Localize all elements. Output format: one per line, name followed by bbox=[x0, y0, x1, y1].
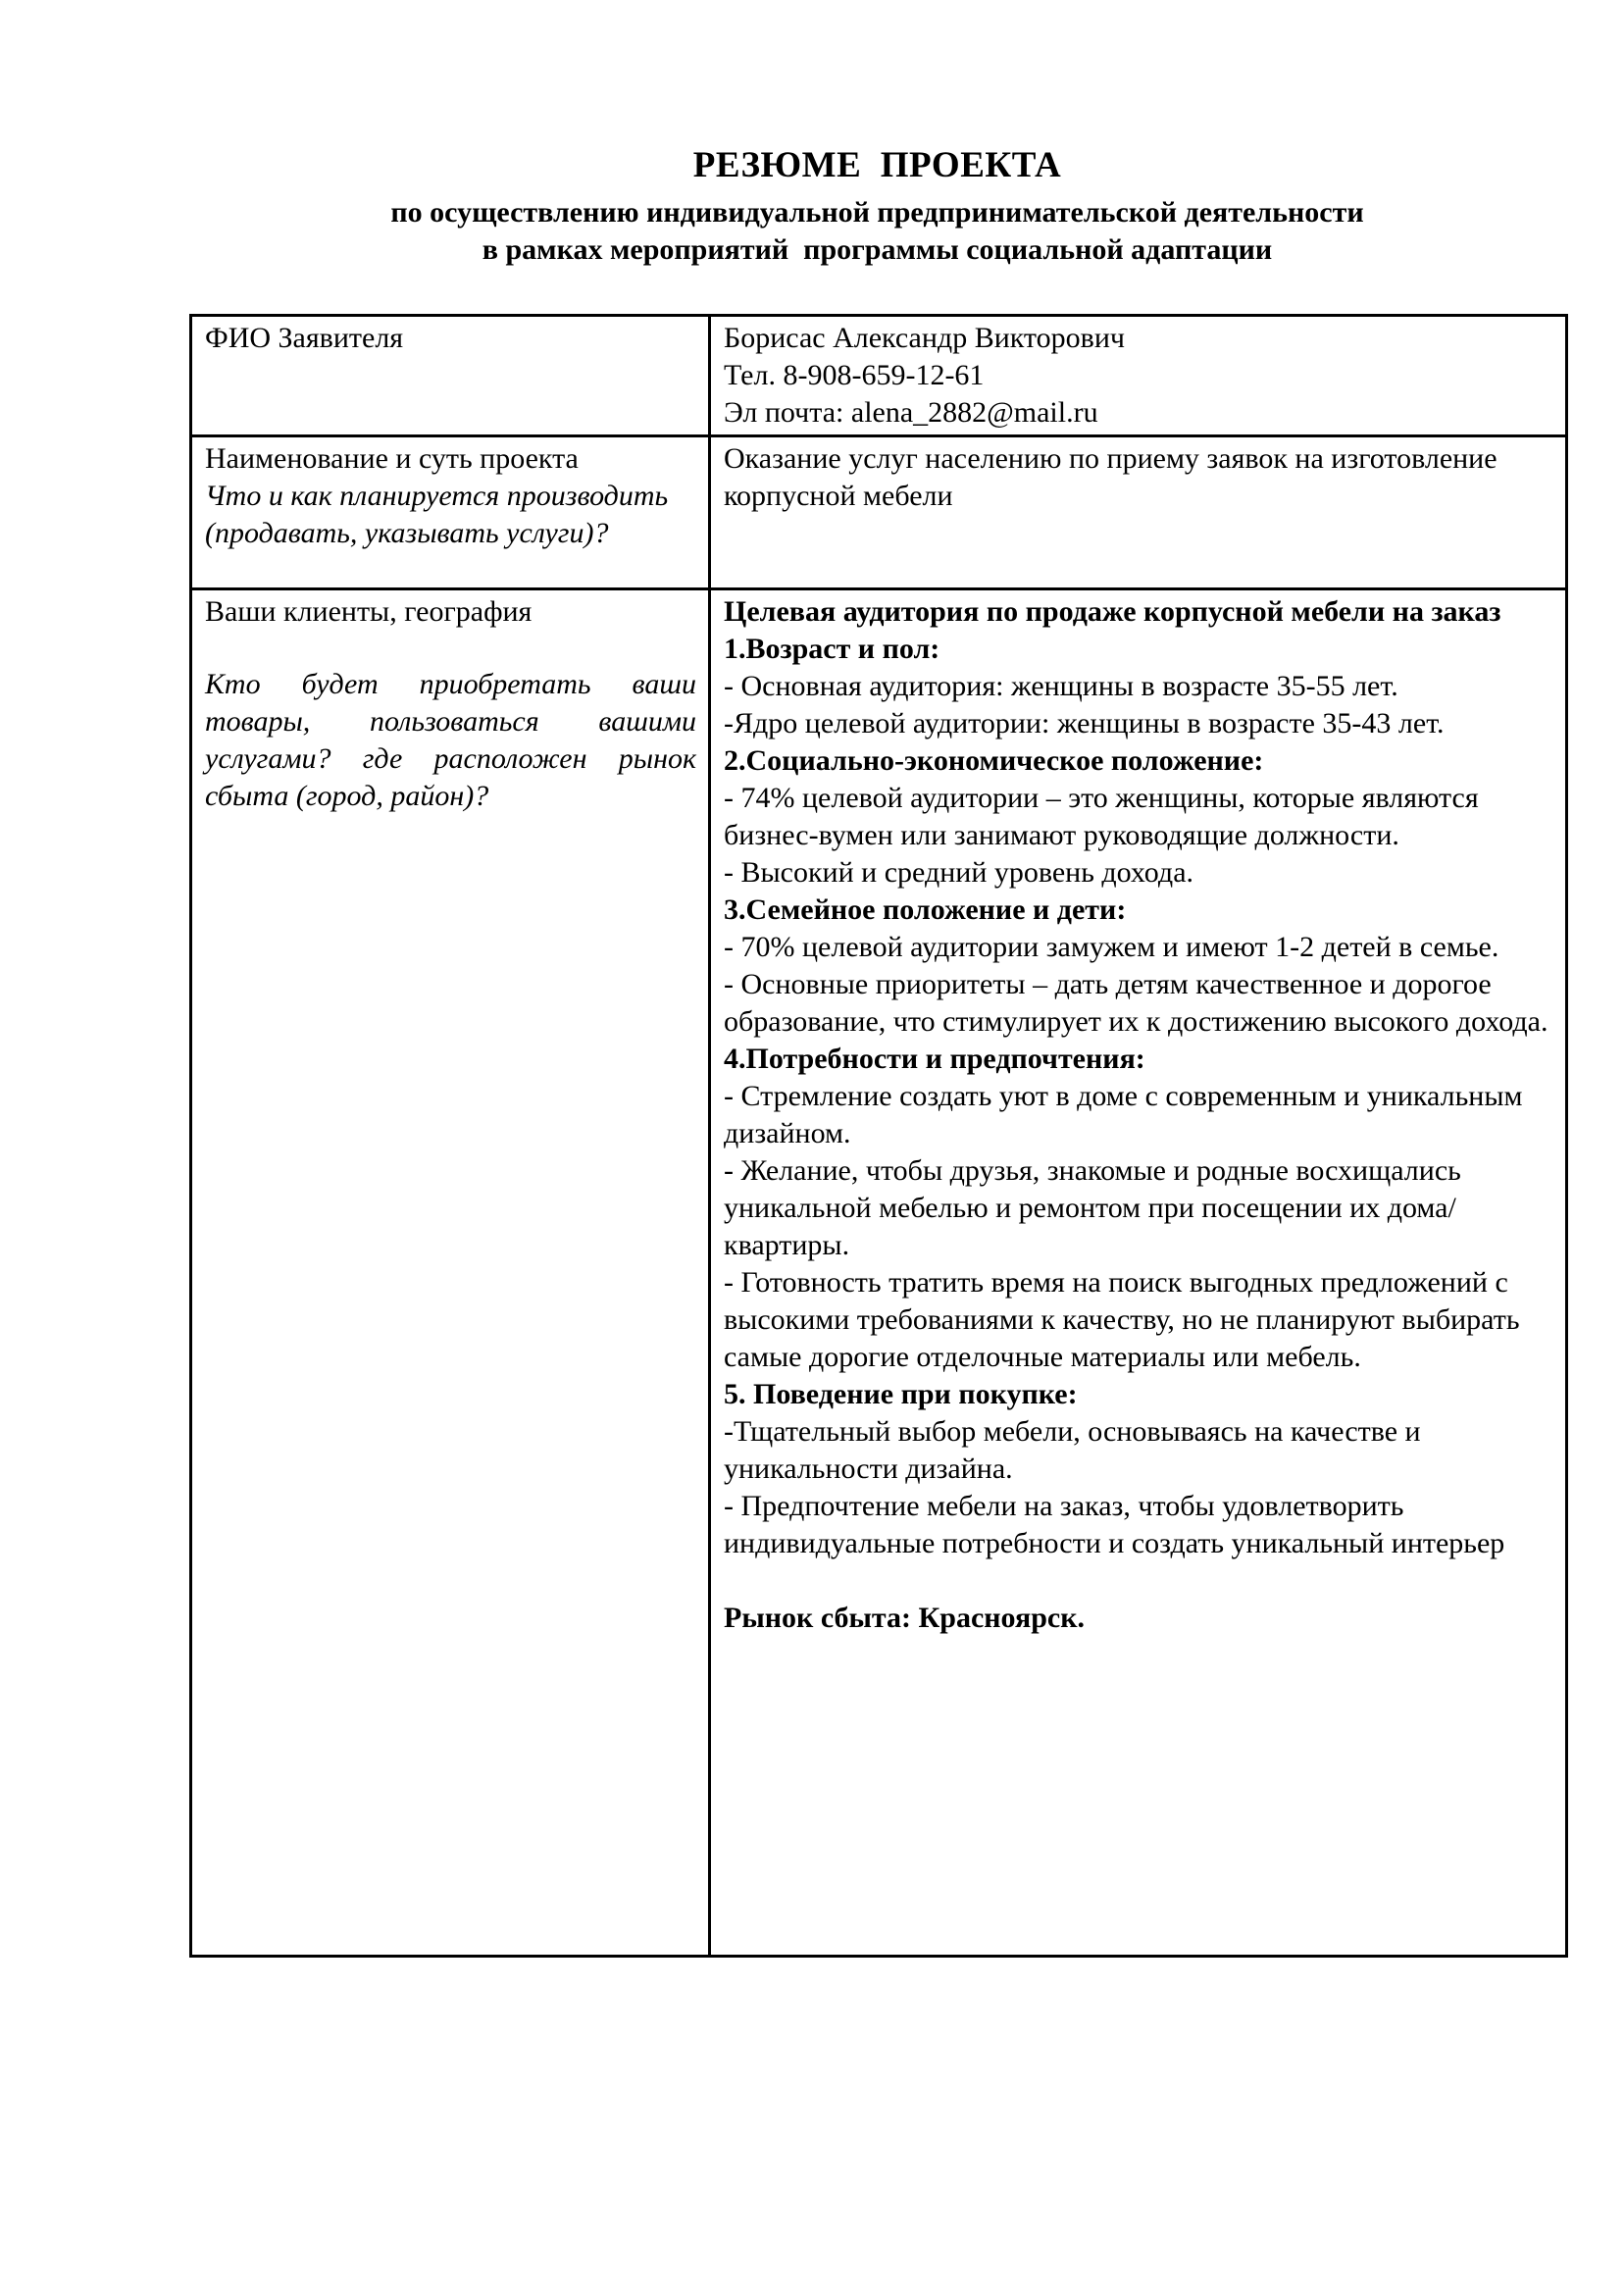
audience-text: - Готовность тратить время на поиск выгодных предложений с высокими требованиями к качеству, но не планируют выбирать самые дорогие отделочные материалы или мебель. bbox=[724, 1266, 1520, 1373]
page-subtitle-line2: в рамках мероприятий программы социальной адаптации bbox=[482, 233, 1273, 266]
applicant-label: ФИО Заявителя bbox=[205, 322, 404, 354]
applicant-contact bbox=[724, 320, 1553, 432]
cell-clients-label bbox=[191, 589, 710, 1957]
page-subtitle-line1: по осуществлению индивидуальной предпринимательской деятельности bbox=[390, 196, 1364, 229]
table-row-clients bbox=[191, 589, 1567, 1957]
audience-text: -Тщательный выбор мебели, основываясь на качестве и уникальности дизайна. bbox=[724, 1415, 1421, 1485]
audience-heading: 2.Социально-экономическое положение: bbox=[724, 744, 1264, 777]
audience-text bbox=[724, 1562, 1553, 1600]
table-row-applicant bbox=[191, 316, 1567, 436]
project-description: Оказание услуг населению по приему заявок на изготовление корпусной мебели bbox=[724, 442, 1497, 512]
cell-applicant-contact bbox=[710, 316, 1567, 436]
audience-text: - 74% целевой аудитории – это женщины, которые являются бизнес-вумен или занимают руководящие должности. bbox=[724, 782, 1479, 851]
audience-text: - Стремление создать уют в доме с современным и уникальным дизайном. bbox=[724, 1080, 1523, 1149]
applicant-contact-line: Эл почта: alena_2882@mail.ru bbox=[724, 396, 1098, 429]
cell-project-description bbox=[710, 436, 1567, 589]
audience-heading: 3.Семейное положение и дети: bbox=[724, 893, 1127, 926]
cell-applicant-label bbox=[191, 316, 710, 436]
audience-text: - Основные приоритеты – дать детям качественное и дорогое образование, что стимулирует их к достижению высокого дохода. bbox=[724, 968, 1548, 1038]
audience-content bbox=[724, 593, 1553, 1637]
cell-project-label bbox=[191, 436, 710, 589]
audience-text: - 70% целевой аудитории замужем и имеют 1-2 детей в семье. bbox=[724, 931, 1499, 963]
audience-heading: 1.Возраст и пол: bbox=[724, 633, 940, 665]
audience-text: - Предпочтение мебели на заказ, чтобы удовлетворить индивидуальные потребности и создать уникальный интерьер bbox=[724, 1490, 1505, 1559]
project-question: Что и как планируется производить (продавать, указывать услуги)? bbox=[205, 480, 669, 549]
clients-label: Ваши клиенты, география bbox=[205, 595, 533, 628]
project-label: Наименование и суть проекта bbox=[205, 442, 579, 475]
audience-heading: Рынок сбыта: Красноярск. bbox=[724, 1602, 1085, 1634]
applicant-contact-line: Борисас Александр Викторович bbox=[724, 322, 1125, 354]
cell-audience-description bbox=[710, 589, 1567, 1957]
table-row-project bbox=[191, 436, 1567, 589]
audience-text: - Желание, чтобы друзья, знакомые и родные восхищались уникальной мебелью и ремонтом при посещении их дома/квартиры. bbox=[724, 1154, 1461, 1261]
audience-heading: Целевая аудитория по продаже корпусной мебели на заказ bbox=[724, 595, 1501, 628]
audience-text: -Ядро целевой аудитории: женщины в возрасте 35-43 лет. bbox=[724, 707, 1445, 739]
audience-text: - Основная аудитория: женщины в возрасте 35-55 лет. bbox=[724, 670, 1398, 702]
applicant-contact-line: Тел. 8-908-659-12-61 bbox=[724, 359, 985, 391]
clients-question: Кто будет приобретать ваши товары, пользоваться вашими услугами? где расположен рынок сбыта (город, район)? bbox=[205, 668, 696, 812]
audience-heading: 5. Поведение при покупке: bbox=[724, 1378, 1078, 1410]
project-summary-table bbox=[189, 314, 1568, 1958]
document-content bbox=[189, 0, 1565, 1958]
audience-heading: 4.Потребности и предпочтения: bbox=[724, 1043, 1145, 1075]
audience-text: - Высокий и средний уровень дохода. bbox=[724, 856, 1194, 889]
page-title: РЕЗЮМЕ ПРОЕКТА bbox=[692, 145, 1062, 185]
